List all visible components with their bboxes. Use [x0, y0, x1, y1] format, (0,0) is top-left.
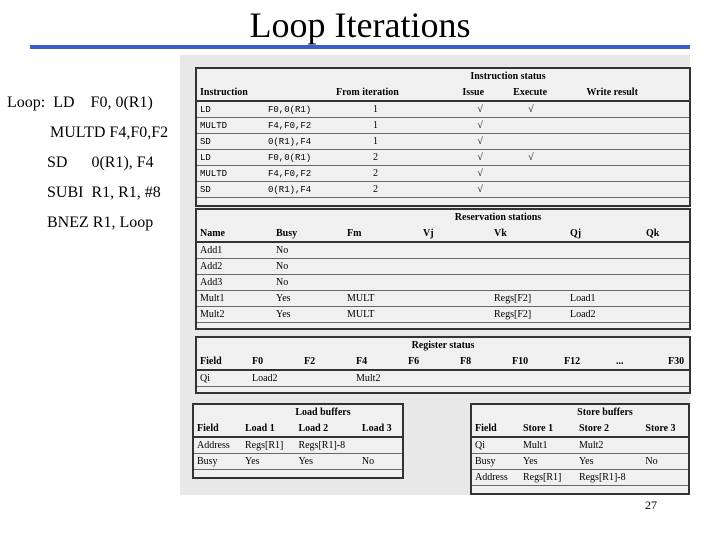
table-cell — [510, 134, 583, 150]
table-cell: F0,0(R1) — [265, 101, 333, 118]
col-header: Qk — [643, 226, 689, 242]
col-header: F12 — [561, 354, 613, 370]
page-number: 27 — [645, 498, 657, 512]
table-cell: 1 — [333, 118, 459, 134]
col-header: Field — [472, 421, 520, 437]
table-cell: √ — [459, 182, 510, 198]
register-status-caption: Register status — [411, 340, 475, 351]
table-cell: MULT — [344, 307, 420, 323]
table-row — [197, 134, 689, 150]
table-cell — [420, 259, 491, 275]
table-cell — [510, 118, 583, 134]
table-cell — [613, 370, 665, 387]
table-cell — [665, 370, 689, 387]
table-cell: √ — [510, 101, 583, 118]
col-header: Instruction — [197, 85, 265, 101]
table-row — [197, 118, 689, 134]
table-cell: Yes — [242, 454, 295, 470]
col-header: Store 2 — [576, 421, 642, 437]
col-header: F2 — [301, 354, 353, 370]
table-cell: Add3 — [197, 275, 273, 291]
table-cell: Regs[R1] — [242, 437, 295, 454]
table-cell: Regs[F2] — [491, 307, 567, 323]
table-cell: No — [273, 242, 344, 259]
instruction-status-caption: Instruction status — [470, 71, 546, 82]
col-header: F4 — [353, 354, 405, 370]
reservation-stations-table — [195, 208, 691, 330]
table-cell: Busy — [472, 454, 520, 470]
table-cell: 2 — [333, 166, 459, 182]
table-cell — [583, 166, 689, 182]
col-header — [265, 85, 333, 101]
col-header: Load 2 — [295, 421, 358, 437]
table-cell — [509, 370, 561, 387]
table-row — [197, 275, 689, 291]
col-header: From iteration — [333, 85, 459, 101]
table-cell — [405, 370, 457, 387]
table-cell — [344, 259, 420, 275]
table-cell: Mult2 — [576, 437, 642, 454]
table-row — [197, 307, 689, 323]
table-cell — [359, 437, 402, 454]
table-row — [472, 454, 688, 470]
table-cell: Regs[R1]-8 — [295, 437, 358, 454]
col-header: Busy — [273, 226, 344, 242]
code-line-1: Loop: LD F0, 0(R1) — [7, 94, 153, 111]
table-cell: Busy — [194, 454, 242, 470]
slide-title: Loop Iterations — [249, 5, 471, 45]
table-row — [197, 242, 689, 259]
table-cell: Mult2 — [353, 370, 405, 387]
table-row — [197, 291, 689, 307]
table-cell — [642, 470, 688, 486]
table-cell: Mult2 — [197, 307, 273, 323]
table-cell: SD — [197, 134, 265, 150]
table-cell: Yes — [273, 307, 344, 323]
store-buffers-table — [470, 403, 690, 495]
load-buffers-table — [192, 403, 404, 479]
table-cell: Regs[R1]-8 — [576, 470, 642, 486]
table-cell: √ — [459, 166, 510, 182]
table-cell: √ — [459, 150, 510, 166]
reservation-stations-header — [197, 226, 689, 242]
col-header: Issue — [459, 85, 510, 101]
col-header: F8 — [457, 354, 509, 370]
col-header: F10 — [509, 354, 561, 370]
load-buffers-header — [194, 421, 402, 437]
instruction-status-header — [197, 85, 689, 101]
table-cell — [643, 242, 689, 259]
table-cell — [567, 275, 643, 291]
table-cell: Qi — [472, 437, 520, 454]
table-cell — [643, 275, 689, 291]
table-cell — [420, 291, 491, 307]
table-cell — [491, 259, 567, 275]
table-row — [194, 437, 402, 454]
table-cell: 0(R1),F4 — [265, 182, 333, 198]
table-row — [197, 259, 689, 275]
table-cell: 1 — [333, 134, 459, 150]
table-cell: Address — [194, 437, 242, 454]
col-header: Name — [197, 226, 273, 242]
col-header: Fm — [344, 226, 420, 242]
table-cell: MULTD — [197, 166, 265, 182]
table-cell — [510, 182, 583, 198]
table-cell: Yes — [576, 454, 642, 470]
col-header: Store 1 — [520, 421, 576, 437]
table-row — [197, 150, 689, 166]
col-header: Store 3 — [642, 421, 688, 437]
table-cell — [567, 242, 643, 259]
table-cell: Add1 — [197, 242, 273, 259]
instruction-status-table — [195, 67, 691, 207]
table-row — [194, 454, 402, 470]
table-cell: Load2 — [567, 307, 643, 323]
table-cell: 2 — [333, 182, 459, 198]
table-cell — [344, 242, 420, 259]
table-cell: F4,F0,F2 — [265, 118, 333, 134]
table-row — [197, 101, 689, 118]
table-cell — [643, 307, 689, 323]
table-cell: Regs[F2] — [491, 291, 567, 307]
table-cell: 2 — [333, 150, 459, 166]
table-cell: √ — [459, 134, 510, 150]
table-cell: Regs[R1] — [520, 470, 576, 486]
code-line-3: SD 0(R1), F4 — [47, 154, 154, 171]
table-cell: F0,0(R1) — [265, 150, 333, 166]
table-cell — [344, 275, 420, 291]
table-cell — [583, 118, 689, 134]
table-cell — [420, 275, 491, 291]
table-cell: Mult1 — [520, 437, 576, 454]
table-cell: Yes — [273, 291, 344, 307]
table-cell: LD — [197, 150, 265, 166]
table-cell: MULT — [344, 291, 420, 307]
table-cell — [583, 150, 689, 166]
table-row — [472, 437, 688, 454]
table-cell: No — [359, 454, 402, 470]
table-cell: Yes — [295, 454, 358, 470]
col-header: F6 — [405, 354, 457, 370]
table-cell: √ — [510, 150, 583, 166]
table-cell: Mult1 — [197, 291, 273, 307]
table-row — [197, 182, 689, 198]
reservation-stations-caption: Reservation stations — [454, 212, 542, 223]
table-cell: √ — [459, 101, 510, 118]
table-cell: F4,F0,F2 — [265, 166, 333, 182]
table-cell: 0(R1),F4 — [265, 134, 333, 150]
table-cell — [420, 307, 491, 323]
table-cell — [561, 370, 613, 387]
table-cell: LD — [197, 101, 265, 118]
col-header: Vk — [491, 226, 567, 242]
table-cell — [420, 242, 491, 259]
table-cell — [583, 101, 689, 118]
col-header: F30 — [665, 354, 689, 370]
table-cell — [491, 275, 567, 291]
table-cell: Add2 — [197, 259, 273, 275]
table-cell: √ — [459, 118, 510, 134]
table-cell: MULTD — [197, 118, 265, 134]
col-header: F0 — [249, 354, 301, 370]
col-header: Load 1 — [242, 421, 295, 437]
code-line-2: MULTD F4,F0,F2 — [50, 124, 169, 141]
table-cell: No — [273, 275, 344, 291]
store-buffers-caption: Store buffers — [577, 407, 633, 418]
store-buffers-header — [472, 421, 688, 437]
table-cell: Qi — [197, 370, 249, 387]
table-row — [197, 166, 689, 182]
table-cell — [301, 370, 353, 387]
load-buffers-caption: Load buffers — [295, 407, 351, 418]
col-header: Write result — [583, 85, 689, 101]
table-cell — [643, 291, 689, 307]
table-cell: No — [273, 259, 344, 275]
table-cell: No — [642, 454, 688, 470]
table-cell — [583, 134, 689, 150]
table-cell: 1 — [333, 101, 459, 118]
col-header: Execute — [510, 85, 583, 101]
table-row — [472, 470, 688, 486]
table-cell: Load2 — [249, 370, 301, 387]
table-cell — [583, 182, 689, 198]
code-line-4: SUBI R1, R1, #8 — [47, 184, 161, 201]
table-cell: Load1 — [567, 291, 643, 307]
table-row — [197, 370, 689, 387]
col-header: Vj — [420, 226, 491, 242]
register-status-table — [195, 336, 691, 394]
table-cell: SD — [197, 182, 265, 198]
table-cell: Address — [472, 470, 520, 486]
col-header: Load 3 — [359, 421, 402, 437]
title-rule — [30, 45, 690, 49]
register-status-header — [197, 354, 689, 370]
col-header: Field — [194, 421, 242, 437]
table-cell — [457, 370, 509, 387]
table-cell — [510, 166, 583, 182]
table-cell — [567, 259, 643, 275]
code-line-5: BNEZ R1, Loop — [47, 214, 154, 231]
table-cell: Yes — [520, 454, 576, 470]
table-cell — [491, 242, 567, 259]
tomasulo-figure — [180, 55, 690, 495]
col-header: Qj — [567, 226, 643, 242]
col-header: Field — [197, 354, 249, 370]
col-header: ... — [613, 354, 665, 370]
table-cell — [642, 437, 688, 454]
table-cell — [643, 259, 689, 275]
